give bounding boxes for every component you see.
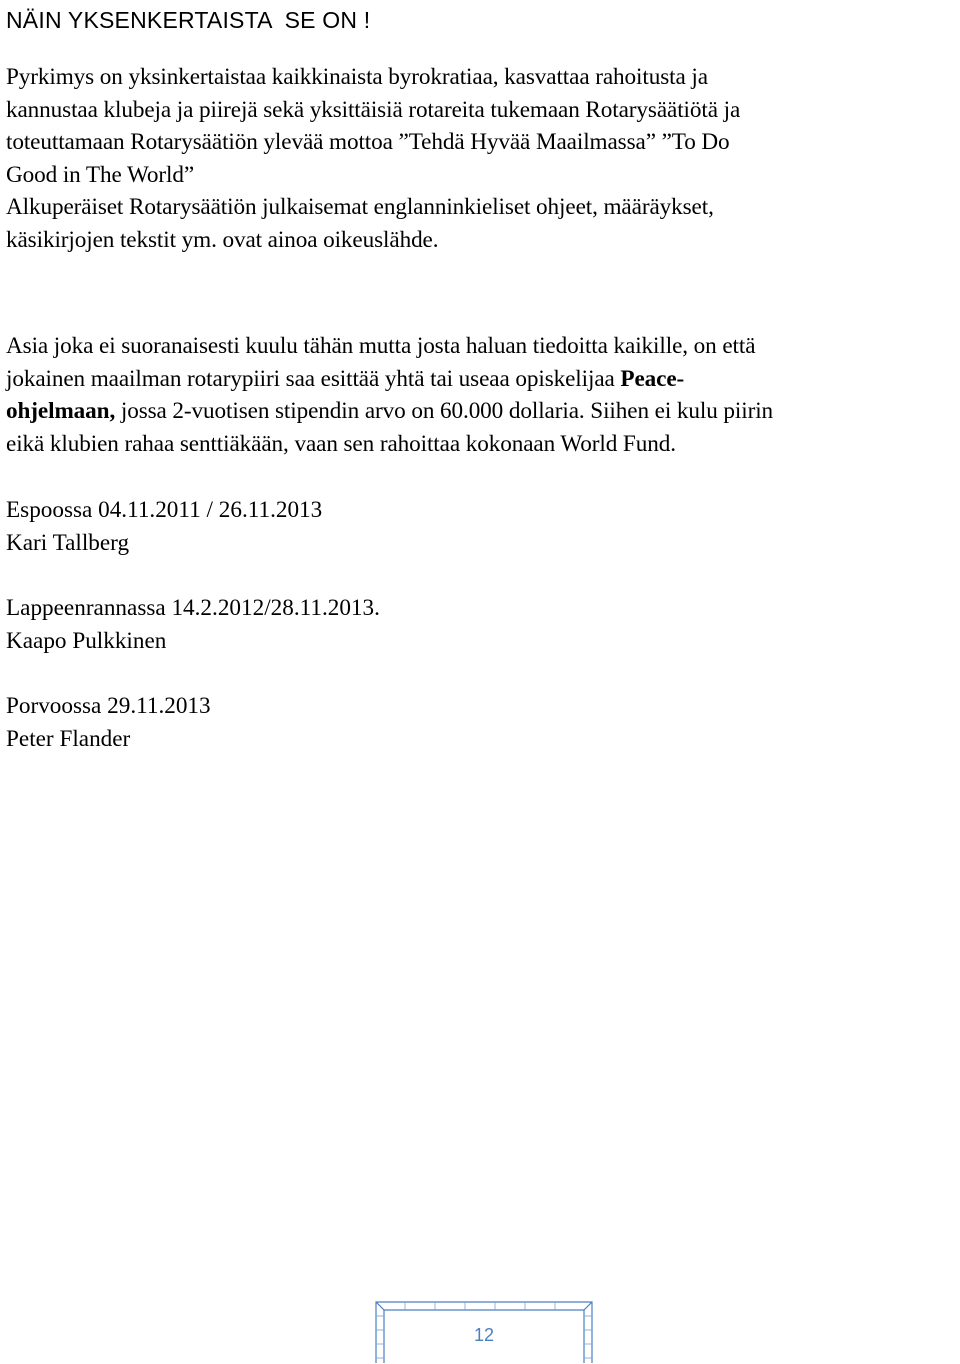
paragraph-text: jokainen maailman rotarypiiri saa esittää yhtä tai useaa opiskelijaa xyxy=(6,365,621,392)
paragraph-line: käsikirjojen tekstit ym. ovat ainoa oikeuslähde. xyxy=(6,226,439,253)
paragraph-line: toteuttamaan Rotarysäätiön ylevää mottoa ”Tehdä Hyvää Maailmassa” ”To Do xyxy=(6,129,730,156)
paragraph-line: kannustaa klubeja ja piirejä sekä yksittäisiä rotareita tukemaan Rotarysäätiötä ja xyxy=(6,96,741,123)
paragraph-line: Good in The World” xyxy=(6,161,195,188)
signature-block xyxy=(6,592,380,657)
peace-program-bold: ohjelmaan, xyxy=(6,398,116,425)
signature-place-date: Lappeenrannassa 14.2.2012/28.11.2013. xyxy=(6,595,380,621)
page-footer xyxy=(375,1301,593,1364)
signature-name: Kari Tallberg xyxy=(6,529,130,556)
paragraph-text: jossa 2-vuotisen stipendin arvo on 60.000 dollaria. Siihen ei kulu piirin xyxy=(115,398,774,425)
page-number: 12 xyxy=(473,1325,495,1345)
document-heading: NÄIN YKSENKERTAISTA SE ON ! xyxy=(6,7,371,33)
paragraph-line: Alkuperäiset Rotarysäätiön julkaisemat englanninkieliset ohjeet, määräykset, xyxy=(6,194,714,221)
signature-place-date: Porvoossa 29.11.2013 xyxy=(6,693,211,719)
signature-block xyxy=(6,690,211,755)
paragraph-line: Asia joka ei suoranaisesti kuulu tähän mutta josta haluan tiedoitta kaikille, on että xyxy=(6,333,756,359)
paragraph-line xyxy=(6,363,960,396)
peace-program-paragraph xyxy=(6,330,960,460)
signature-name: Kaapo Pulkkinen xyxy=(6,627,167,654)
peace-program-bold: Peace- xyxy=(620,365,685,392)
paragraph-line: Pyrkimys on yksinkertaistaa kaikkinaista byrokratiaa, kasvattaa rahoitusta ja xyxy=(6,64,708,90)
signature-name: Peter Flander xyxy=(6,725,131,752)
intro-paragraph xyxy=(6,61,960,257)
paragraph-line: eikä klubien rahaa senttiäkään, vaan sen rahoittaa kokonaan World Fund. xyxy=(6,430,676,457)
paragraph-line xyxy=(6,395,960,428)
signature-place-date: Espoossa 04.11.2011 / 26.11.2013 xyxy=(6,497,323,523)
signature-block xyxy=(6,494,322,559)
